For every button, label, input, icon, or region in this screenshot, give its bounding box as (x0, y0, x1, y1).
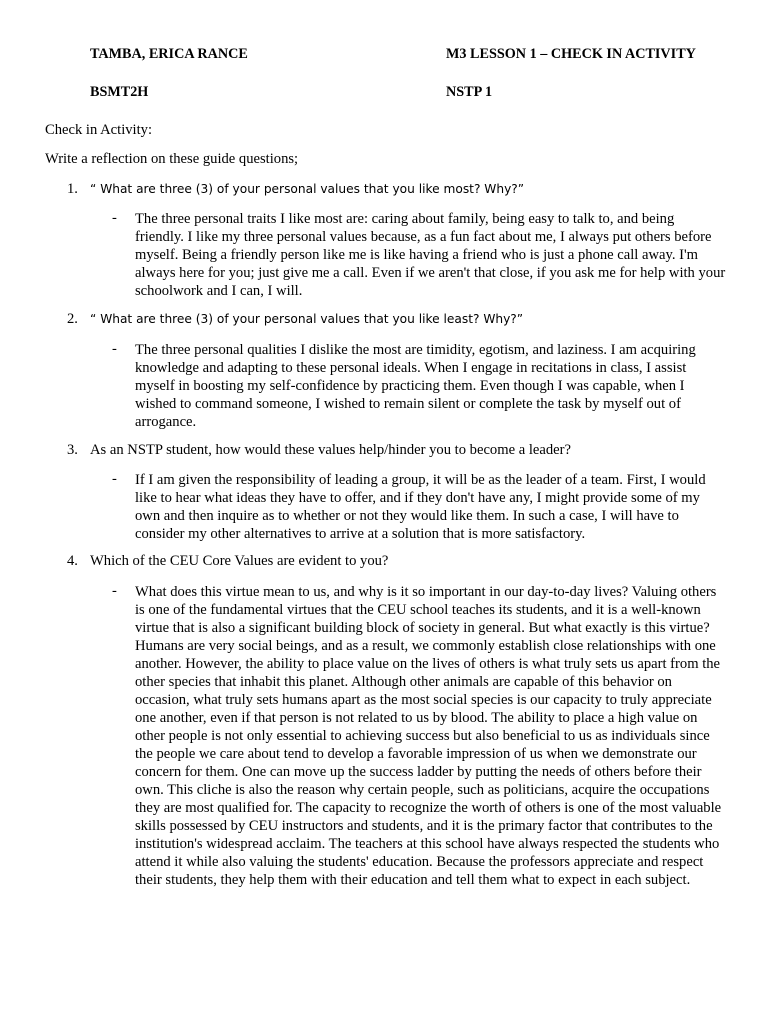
answer-text: The three personal traits I like most are: caring about family, being easy to talk to, and being friendly. I like my three personal values because, as a fun fact about me, I always put others before myself. Being a friendly person like me is like having a friend who is just a phone call away. I'm always here for you; just give me a call. Even if we aren't that close, if you ask me for help with your schoolwork and I can, I will. (135, 211, 726, 299)
question-1 (67, 181, 717, 198)
subject-code: NSTP 1 (446, 84, 493, 100)
answer-3 (112, 471, 726, 543)
question-text: “ What are three (3) of your personal values that you like least? Why?” (90, 312, 524, 326)
answer-text: If I am given the responsibility of leading a group, it will be as the leader of a team. First, I would like to hear what ideas they have to offer, and if they don't have any, I might provide some of my own and then inquire as to whether or not they would like them. In such a case, I will have to consider my other alternatives to arrive at a solution that is more satisfactory. (135, 472, 706, 542)
question-text: “ What are three (3) of your personal values that you like most? Why?” (90, 182, 525, 196)
question-2 (67, 311, 717, 328)
question-number: 1. (67, 181, 78, 197)
question-number: 2. (67, 311, 78, 327)
question-text: As an NSTP student, how would these values help/hinder you to become a leader? (90, 442, 571, 458)
student-name: TAMBA, ERICA RANCE (90, 46, 248, 62)
answer-bullet: - (112, 471, 117, 487)
question-number: 4. (67, 553, 78, 569)
answer-2 (112, 341, 726, 431)
question-text: Which of the CEU Core Values are evident to you? (90, 553, 389, 569)
answer-text: What does this virtue mean to us, and why is it so important in our day-to-day lives? Valuing others is one of the fundamental virtues that the CEU school teaches its students, and it is a well-known virtue that is also a significant building block of society in general. But what exactly is this virtue? Humans are very social beings, and as a result, we commonly establish close relationships with one another. However, the ability to place value on the lives of others is what truly sets us apart from the other species that inhabit this planet. Although other animals are capable of this behavior on occasion, what truly sets humans apart as the most social species is our capacity to truly appreciate one another, even if that person is not related to us by blood. The ability to place a high value on other people is not only essential to achieving success but also beneficial to us as individuals since the people we care about tend to develop a favorable impression of us when we demonstrate our concern for them. One can move up the success ladder by putting the needs of others before their own. This cliche is also the reason why certain people, such as politicians, acquire the occupations they are most qualified for. The capacity to recognize the worth of others is one of the most valuable skills possessed by CEU instructors and students, and it is the primary factor that contributes to the institution's widespread acclaim. The teachers at this school have always respected the students who attend it while also valuing the students' education. Because the professors appreciate and respect their students, they help them with their education and tell them what to expect in each subject. (135, 584, 722, 888)
answer-bullet: - (112, 583, 117, 599)
question-4 (67, 553, 717, 570)
answer-4 (112, 583, 726, 889)
answer-text: The three personal qualities I dislike the most are timidity, egotism, and laziness. I am acquiring knowledge and adapting to these personal ideals. When I engage in recitations in class, I assist myself in boosting my self-confidence by practicing them. Even though I was capable, when I wished to command someone, I wished to remain silent or complete the task by myself out of arrogance. (135, 342, 696, 430)
answer-bullet: - (112, 210, 117, 226)
question-3 (67, 442, 717, 459)
activity-title: M3 LESSON 1 – CHECK IN ACTIVITY (446, 46, 696, 62)
question-number: 3. (67, 442, 78, 458)
student-course: BSMT2H (90, 84, 149, 100)
answer-bullet: - (112, 341, 117, 357)
instruction-text: Write a reflection on these guide questions; (45, 151, 299, 167)
section-heading: Check in Activity: (45, 122, 153, 138)
answer-1 (112, 210, 726, 300)
